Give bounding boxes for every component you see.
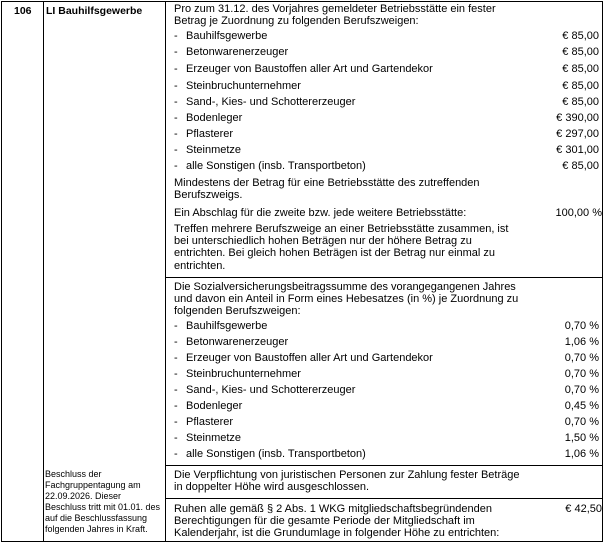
list-dash: - [174, 368, 178, 380]
list-item [174, 30, 602, 46]
item-label: Sand-, Kies- und Schottererzeuger [186, 384, 356, 396]
list-dash: - [174, 96, 178, 108]
item-value: 0,70 % [564, 416, 599, 428]
list-item [174, 320, 602, 336]
list-dash: - [174, 432, 178, 444]
item-label: Erzeuger von Baustoffen aller Art und Gartendekor [186, 63, 433, 75]
list-dash: - [174, 160, 178, 172]
item-value: 0,70 % [564, 320, 599, 332]
resolution-note: Beschluss der Fachgruppentagung am 22.09.2026. Dieser Beschluss tritt mit 01.01. des auf die Beschlussfassung folgenden Jahres in Kraft. [45, 469, 161, 534]
list-item [174, 352, 602, 368]
section1-intro: Pro zum 31.12. des Vorjahres gemeldeter Betriebsstätte ein fester Betrag je Zuordnung zu folgenden Berufszweigen: [174, 3, 496, 28]
list-item [174, 384, 602, 400]
item-value: € 85,00 [562, 63, 599, 75]
item-label: Steinmetze [186, 432, 242, 444]
list-dash: - [174, 112, 178, 124]
entry-number: 106 [14, 5, 32, 17]
item-value: 0,45 % [564, 400, 599, 412]
item-label: Erzeuger von Baustoffen aller Art und Gartendekor [186, 352, 433, 364]
list-dash: - [174, 80, 178, 92]
item-label: Bauhilfsgewerbe [186, 320, 268, 332]
list-item [174, 368, 602, 384]
item-value: € 301,00 [556, 144, 599, 156]
list-dash: - [174, 46, 178, 58]
dormant-value: € 42,50 [565, 503, 602, 515]
section-divider-1 [165, 277, 602, 278]
entry-title: LI Bauhilfsgewerbe [46, 5, 143, 17]
list-item [174, 416, 602, 432]
column-divider-2 [165, 2, 166, 541]
section-divider-2 [165, 465, 602, 466]
list-dash: - [174, 30, 178, 42]
list-dash: - [174, 400, 178, 412]
list-item [174, 46, 602, 62]
list-dash: - [174, 352, 178, 364]
discount-text: Ein Abschlag für die zweite bzw. jede weitere Betriebsstätte: [174, 207, 467, 219]
item-value: 0,70 % [564, 368, 599, 380]
dormant-text: Ruhen alle gemäß § 2 Abs. 1 WKG mitgliedschaftsbegründenden Berechtigungen für die gesamte Periode der Mitgliedschaft im Kalenderjahr, ist die Grundumlage in folgender Höhe zu entrichten: [174, 503, 500, 540]
list-dash: - [174, 320, 178, 332]
minimum-text: Mindestens der Betrag für eine Betriebsstätte des zutreffenden Berufszweigs. [174, 177, 480, 202]
section2-intro: Die Sozialversicherungsbeitragssumme des vorangegangenen Jahres und davon ein Anteil in Form eines Hebesatzes (in %) je Zuordnung zu folgenden Berufszweigen: [174, 281, 519, 318]
list-item [174, 112, 602, 128]
list-dash: - [174, 448, 178, 460]
item-value: € 85,00 [562, 30, 599, 42]
list-item [174, 432, 602, 448]
list-dash: - [174, 144, 178, 156]
list-dash: - [174, 416, 178, 428]
list-dash: - [174, 128, 178, 140]
item-label: Sand-, Kies- und Schottererzeuger [186, 96, 356, 108]
list-item [174, 448, 602, 464]
item-label: Steinbruchunternehmer [186, 368, 301, 380]
list-item [174, 144, 602, 160]
list-item [174, 336, 602, 352]
item-label: Steinbruchunternehmer [186, 80, 301, 92]
item-value: 1,06 % [564, 336, 599, 348]
item-value: 0,70 % [564, 352, 599, 364]
list-dash: - [174, 63, 178, 75]
item-value: € 390,00 [556, 112, 599, 124]
item-label: Bodenleger [186, 400, 243, 412]
item-label: Betonwarenerzeuger [186, 336, 289, 348]
item-value: 1,06 % [564, 448, 599, 460]
section-divider-3 [165, 498, 602, 499]
item-value: € 85,00 [562, 160, 599, 172]
list-item [174, 80, 602, 96]
item-label: Bodenleger [186, 112, 243, 124]
item-value: 1,50 % [564, 432, 599, 444]
item-value: € 297,00 [556, 128, 599, 140]
list-item [174, 400, 602, 416]
multi-branch-text: Treffen mehrere Berufszweige an einer Betriebsstätte zusammen, ist bei unterschiedlich hohen Beträgen nur der höhere Betrag zu entrichten. Bei gleich hohen Beträgen ist der Betrag nur einmal zu entrichten. [174, 223, 509, 272]
item-label: alle Sonstigen (insb. Transportbeton) [186, 448, 366, 460]
item-label: Betonwarenerzeuger [186, 46, 289, 58]
list-item [174, 63, 602, 79]
item-label: Steinmetze [186, 144, 242, 156]
list-item [174, 160, 602, 176]
list-dash: - [174, 384, 178, 396]
item-label: Pflasterer [186, 416, 234, 428]
legal-persons-text: Die Verpflichtung von juristischen Personen zur Zahlung fester Beträge in doppelter Höhe wird ausgeschlossen. [174, 469, 520, 494]
item-value: 0,70 % [564, 384, 599, 396]
list-dash: - [174, 336, 178, 348]
item-label: alle Sonstigen (insb. Transportbeton) [186, 160, 366, 172]
item-label: Bauhilfsgewerbe [186, 30, 268, 42]
item-value: € 85,00 [562, 96, 599, 108]
discount-value: 100,00 % [555, 207, 602, 219]
item-value: € 85,00 [562, 80, 599, 92]
list-item [174, 128, 602, 144]
list-item [174, 96, 602, 112]
item-value: € 85,00 [562, 46, 599, 58]
item-label: Pflasterer [186, 128, 234, 140]
column-divider-1 [43, 2, 44, 541]
